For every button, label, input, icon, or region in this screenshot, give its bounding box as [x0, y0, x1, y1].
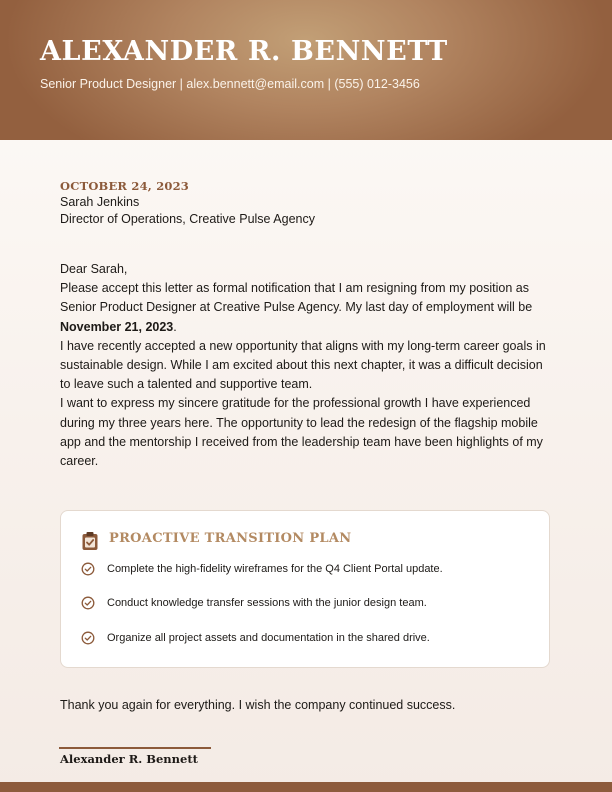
transition-plan-item: [81, 630, 541, 646]
check-circle-icon: [81, 631, 95, 645]
footer-bar: [0, 782, 612, 792]
letterhead-banner: [0, 0, 612, 140]
letter-date: OCTOBER 24, 2023: [60, 179, 190, 193]
paragraph-resignation: [60, 279, 555, 337]
paragraph-resignation-intro: Please accept this letter as formal notification that I am resigning from my position as Senior Product Designer at Creative Pulse Agency. My last day of employment will be: [60, 281, 533, 315]
transition-plan-item-text: Organize all project assets and documentation in the shared drive.: [107, 632, 430, 644]
paragraph-gratitude: I want to express my sincere gratitude for the professional growth I have experienced during my three years here. The opportunity to lead the redesign of the flagship mobile app and the mentorship I received from the leadership team have been highlights of my career.: [60, 396, 543, 469]
clipboard-check-icon: [81, 531, 99, 551]
recipient-title: Director of Operations, Creative Pulse Agency: [60, 212, 315, 226]
last-day-date: November 21, 2023: [60, 319, 174, 334]
check-circle-icon: [81, 596, 95, 610]
sender-contact-line: Senior Product Designer | alex.bennett@email.com | (555) 012-3456: [40, 77, 420, 91]
transition-plan-item: [81, 561, 541, 577]
salutation: Dear Sarah,: [60, 262, 128, 276]
sender-name: ALEXANDER R. BENNETT: [40, 36, 448, 67]
letter-body: [60, 260, 555, 471]
recipient-name: Sarah Jenkins: [60, 195, 140, 209]
paragraph-resignation-end: .: [173, 319, 177, 334]
check-circle-icon: [81, 562, 95, 576]
closing-line: Thank you again for everything. I wish the company continued success.: [60, 698, 456, 712]
paragraph-new-opportunity: I have recently accepted a new opportunity that aligns with my long-term career goals in sustainable design. While I am excited about this next chapter, it was a difficult decision to leave such a talented and supportive team.: [60, 338, 546, 392]
transition-plan-item-text: Conduct knowledge transfer sessions with the junior design team.: [107, 597, 427, 609]
transition-plan-item: [81, 595, 541, 611]
signature-name: Alexander R. Bennett: [60, 752, 198, 766]
signature-divider: [59, 747, 211, 749]
transition-plan-title: PROACTIVE TRANSITION PLAN: [109, 531, 352, 546]
transition-plan-item-text: Complete the high-fidelity wireframes for the Q4 Client Portal update.: [107, 563, 443, 575]
transition-plan-card: [60, 510, 550, 668]
